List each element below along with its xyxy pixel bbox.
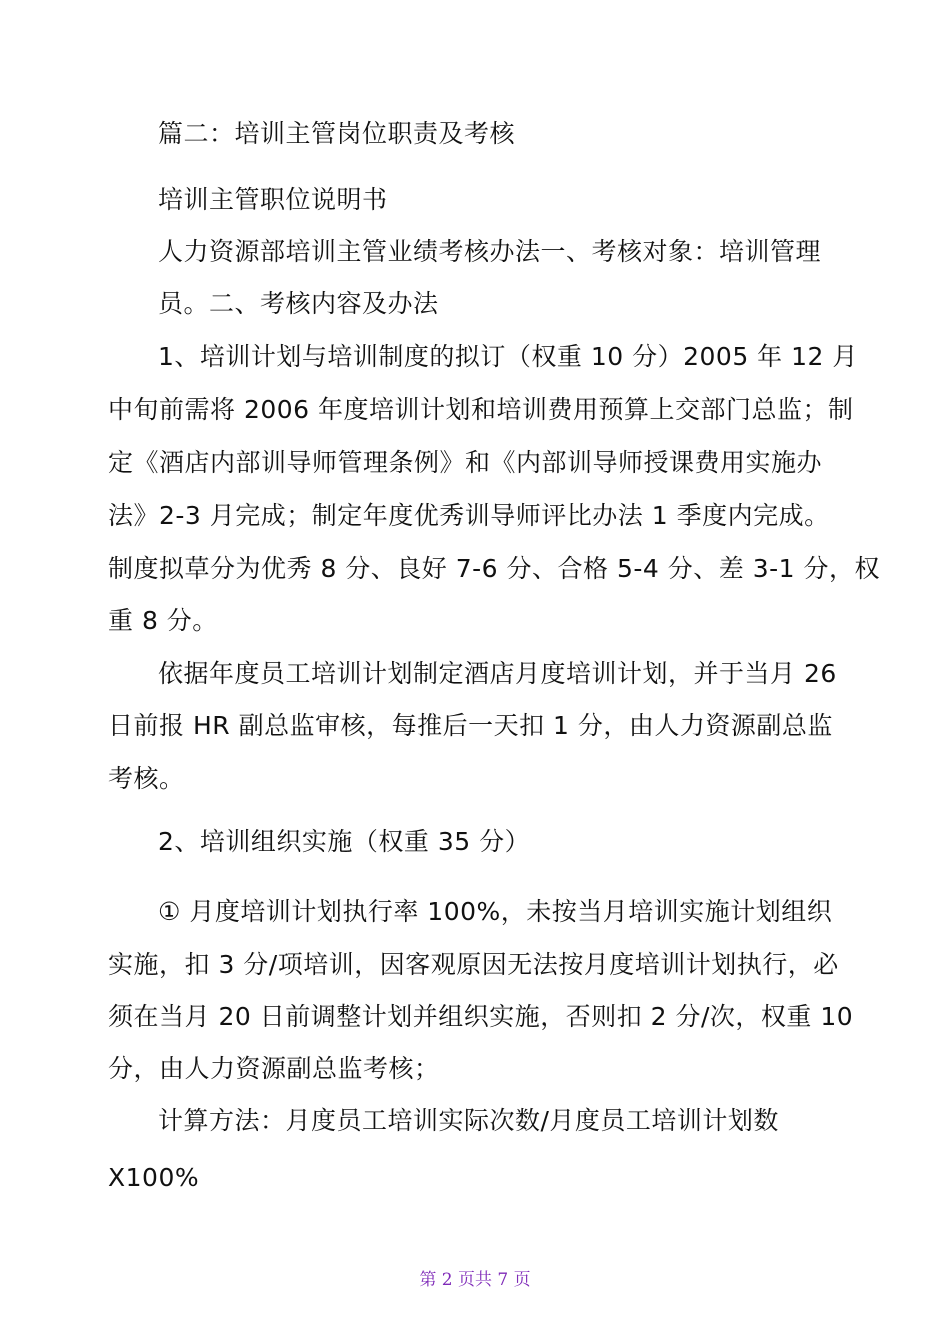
page-number-footer: 第 2 页共 7 页 (419, 1270, 531, 1290)
paragraph-line: 法》2-3 月完成；制定年度优秀训导师评比办法 1 季度内完成。 (108, 501, 830, 530)
paragraph-line: 考核。 (108, 764, 185, 793)
paragraph-line: ① 月度培训计划执行率 100%，未按当月培训实施计划组织 (158, 897, 833, 926)
paragraph-line: 中旬前需将 2006 年度培训计划和培训费用预算上交部门总监；制 (108, 395, 854, 424)
paragraph-line: 实施，扣 3 分/项培训，因客观原因无法按月度培训计划执行，必 (108, 950, 839, 979)
paragraph-line: 依据年度员工培训计划制定酒店月度培训计划，并于当月 26 (158, 659, 837, 688)
paragraph-line: 计算方法：月度员工培训实际次数/月度员工培训计划数 (158, 1106, 779, 1135)
paragraph-line: 员。二、考核内容及办法 (158, 289, 439, 318)
subheading: 培训主管职位说明书 (158, 185, 388, 214)
paragraph-line: 重 8 分。 (108, 606, 218, 635)
paragraph-line: 人力资源部培训主管业绩考核办法一、考核对象：培训管理 (158, 237, 822, 266)
paragraph-line: 分，由人力资源副总监考核； (108, 1054, 440, 1083)
paragraph-line: 须在当月 20 日前调整计划并组织实施，否则扣 2 分/次，权重 10 (108, 1002, 854, 1031)
paragraph-line: 定《酒店内部训导师管理条例》和《内部训导师授课费用实施办 (108, 448, 823, 477)
paragraph-line: X100% (108, 1163, 200, 1192)
paragraph-line: 日前报 HR 副总监审核，每推后一天扣 1 分，由人力资源副总监 (108, 711, 833, 740)
paragraph-line: 2、培训组织实施（权重 35 分） (158, 827, 531, 856)
section-heading: 篇二：培训主管岗位职责及考核 (158, 119, 516, 148)
paragraph-line: 1、培训计划与培训制度的拟订（权重 10 分）2005 年 12 月 (158, 342, 858, 371)
paragraph-line: 制度拟草分为优秀 8 分、良好 7-6 分、合格 5-4 分、差 3-1 分，权 (108, 554, 880, 583)
